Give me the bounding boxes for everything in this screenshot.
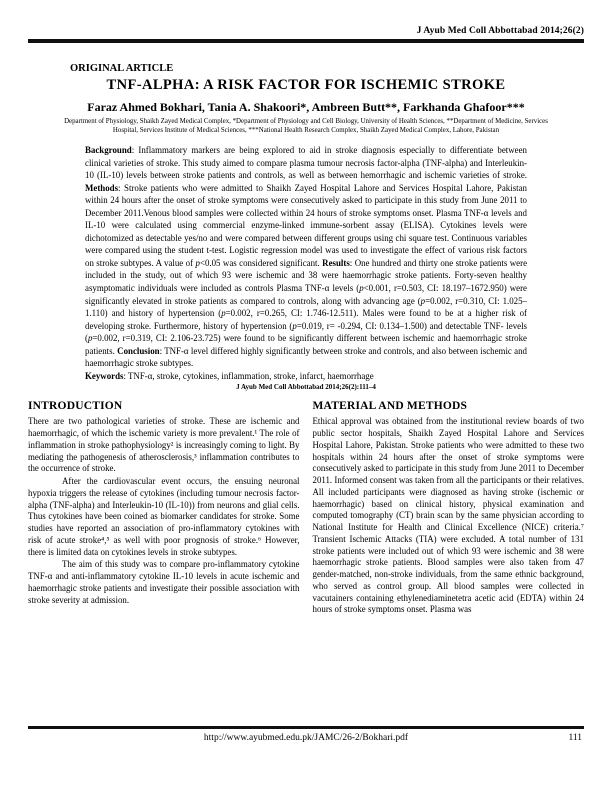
page-number: 111	[568, 733, 582, 743]
methods-paragraph-1: Ethical approval was obtained from the institutional review boards of two public sector hospitals, Shaikh Zayed Hospital Lahore and Services Hospital Lahore, Pakistan. Stroke patients who were admitted to these two hospitals within 24 hours after the onset of stroke symptoms were consecutively asked to participate in this study from June 2011 to December 2011. Informed consent was taken from all the participants or their relatives. All included participants were diagnosed as having stroke (ischemic or haemorrhagic) based on clinical history, physical examination and computed tomography (CT) brain scan by the same physician according to National Institute for Health and Clinical Excellence (NICE) criteria.⁷ Transient Ischemic Attacks (TIA) were excluded. A total number of 131 stroke patients were included out of which 93 were ischemic and 38 were haemorrhagic stroke patients. Blood samples were also taken from 47 gender-matched, non-stroke individuals, from the same ethnic background, who served as control group. All blood samples were collected in vacutainers containing ethylenediaminetetra acetic acid (EDTA) within 24 hours of stroke symptoms onset. Plasma was	[312, 416, 585, 615]
article-title: TNF-ALPHA: A RISK FACTOR FOR ISCHEMIC STROKE	[106, 77, 506, 93]
section-heading-methods: MATERIAL AND METHODS	[312, 400, 468, 413]
right-column	[313, 400, 585, 617]
article-type-label: ORIGINAL ARTICLE	[70, 63, 174, 74]
page-footer	[28, 726, 584, 746]
affiliations: Department of Physiology, Shaikh Zayed Medical Complex, *Department of Physiology and Cell Biology, University of Health Sciences, **Department of Medicine, Services Hospital, Services Institute of Medical Sciences, ***National Health Research Complex, Shaikh Zayed Medical Complex, Lahore, Pakistan	[64, 118, 548, 134]
abstract-paragraph: Background: Inflammatory markers are being explored to aid in stroke diagnosis especially to differentiate between clinical varieties of stroke. This study aimed to compare plasma tumour necrosis factor-alpha (TNF-alpha) and Interleukin-10 (IL-10) levels between stroke patients and controls, as well as between hemorrhagic and ischemic varieties of stroke. Methods: Stroke patients who were admitted to Shaikh Zayed Hospital Lahore and Services Hospital Lahore, Pakistan within 24 hours after the onset of stroke symptoms were consecutively asked to participate in this study from June 2011 to December 2011.Venous blood samples were collected within 24 hours of stroke symptoms onset. Plasma TNF-α levels and IL-10 were calculated using commercial enzyme-linked immune-sorbent assay (ELISA). Cytokines levels were dichotomized as detectable yes/no and were compared between different groups using chi square test. Continuous variables were compared using the student t-test. Logistic regression model was used to investigate the effect of various risk factors on stroke subtypes. A value of p<0.05 was considered significant. Results: One hundred and thirty one stroke patients were included in the study, out of which 93 were ischemic and 38 were haemorrhagic stroke patients. Forty-seven healthy asymptomatic individuals were included as controls Plasma TNF-α levels (p<0.001, r=0.503, CI: 18.197–1672.950) were significantly elevated in stroke patients as compared to controls, along with advancing age (p=0.002, r=0.310, CI: 1.025–1.110) and history of hypertension (p=0.002, r=0.265, CI: 1.746-12.511). Males were found to be at a higher risk of developing stroke. Furthermore, history of hypertension (p=0.019, r= -0.294, CI: 0.134–1.500) and detectable TNF- levels (p=0.002, r=0.319, CI: 2.106-23.725) were found to be significantly different between ischemic and haemorrhagic stroke patients. Conclusion: TNF-α level differed highly significantly between stroke and controls, and also between ischemic and haemorrhagic stroke subtypes.	[85, 145, 528, 369]
footer-url[interactable]: http://www.ayubmed.edu.pk/JAMC/26-2/Bokhari.pdf	[203, 733, 409, 743]
keywords-line: Keywords: TNF-α, stroke, cytokines, inflammation, stroke, infarct, haemorrhage	[85, 370, 374, 381]
authors-line: Faraz Ahmed Bokhari, Tania A. Shakoori*, Ambreen Butt**, Farkhanda Ghafoor***	[87, 100, 525, 114]
section-heading-introduction: INTRODUCTION	[28, 400, 123, 413]
intro-paragraph-1: There are two pathological varieties of stroke. These are ischemic and haemorrhagic, of which the ischemic variety is more prevalent.¹ The role of inflammation in stroke pathophysiology² is increasingly coming to light. By mediating the pathogenesis of atherosclerosis,³ inflammation contributes to the occurrence of stroke.	[28, 416, 300, 474]
intro-paragraph-3: The aim of this study was to compare pro-inflammatory cytokine TNF-α and anti-inflammatory cytokine IL-10 levels in acute ischemic and haemorrhagic stroke patients and investigate their possible association with stroke severity at admission.	[28, 559, 300, 605]
footer-rule	[28, 726, 584, 729]
header-rule	[28, 39, 584, 43]
two-column-body	[28, 400, 584, 617]
citation-line: J Ayub Med Coll Abbottabad 2014;26(2):111–4	[236, 383, 376, 392]
left-column	[28, 400, 300, 617]
journal-reference: J Ayub Med Coll Abbottabad 2014;26(2)	[416, 26, 584, 36]
intro-paragraph-2: After the cardiovascular event occurs, the ensuing neuronal hypoxia triggers the release of cytokines (including tumour necrosis factor-alpha (TNF-alpha) and Interleukin-10 (IL-10)) from neurons and glial cells. Thus cytokines have been coined as biomarker candidates for stroke. Some studies have reported an association of pro-inflammatory cytokines with risk of acute stroke⁴,⁵ as well with poor prognosis of stroke.⁶ However, there is limited data on cytokines levels in stroke subtypes.	[28, 476, 300, 557]
page-header	[28, 26, 584, 43]
